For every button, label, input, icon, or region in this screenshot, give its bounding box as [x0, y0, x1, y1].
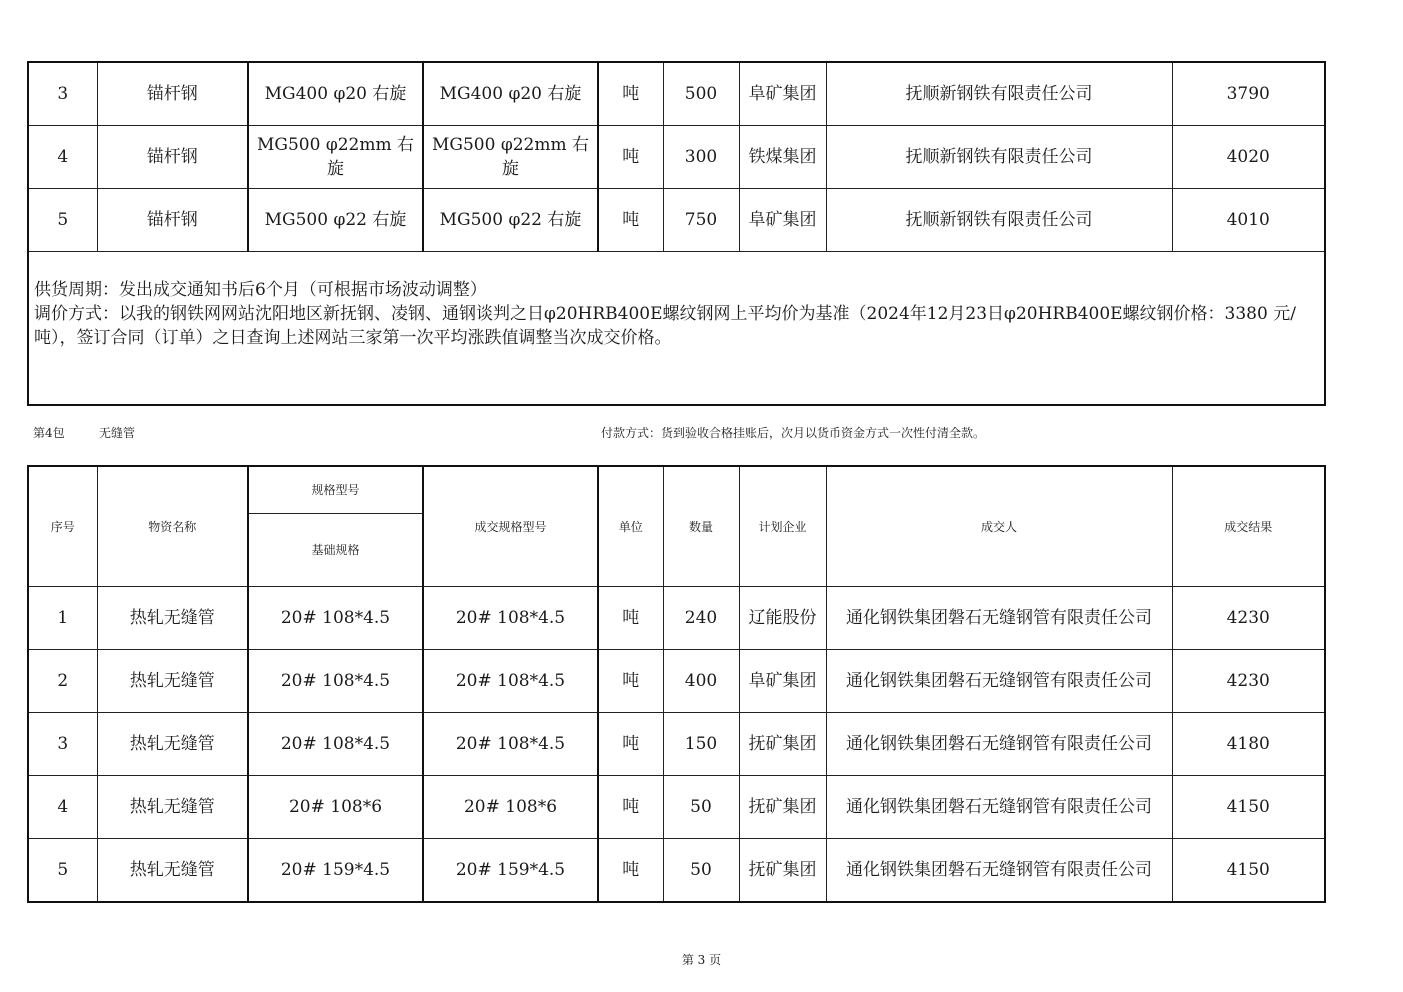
material-name: 热轧无缝管	[97, 713, 248, 776]
result: 4020	[1172, 126, 1325, 189]
spec: 20# 159*4.5	[248, 839, 423, 903]
material-name: 热轧无缝管	[97, 650, 248, 713]
result: 4150	[1172, 776, 1325, 839]
header-spec-base: 基础规格	[248, 514, 423, 587]
result: 3790	[1172, 62, 1325, 126]
winner: 通化钢铁集团磐石无缝钢管有限责任公司	[826, 587, 1172, 650]
winner: 通化钢铁集团磐石无缝钢管有限责任公司	[826, 776, 1172, 839]
winner: 通化钢铁集团磐石无缝钢管有限责任公司	[826, 650, 1172, 713]
row-no: 4	[28, 776, 97, 839]
spec: 20# 108*6	[248, 776, 423, 839]
result: 4180	[1172, 713, 1325, 776]
material-name: 锚杆钢	[97, 62, 248, 126]
header-qty: 数量	[663, 466, 739, 587]
winner: 通化钢铁集团磐石无缝钢管有限责任公司	[826, 839, 1172, 903]
header-spec-group: 规格型号	[248, 466, 423, 514]
page-number: 第 3 页	[681, 953, 722, 967]
plan-company: 辽能股份	[739, 587, 826, 650]
winner: 通化钢铁集团磐石无缝钢管有限责任公司	[826, 713, 1172, 776]
material-name: 锚杆钢	[97, 126, 248, 189]
quantity: 50	[663, 839, 739, 903]
unit: 吨	[598, 713, 663, 776]
plan-company: 抚矿集团	[739, 713, 826, 776]
deal-spec: MG500 φ22 右旋	[423, 189, 598, 252]
winner: 抚顺新钢铁有限责任公司	[826, 189, 1172, 252]
deal-spec: 20# 159*4.5	[423, 839, 598, 903]
header-result: 成交结果	[1172, 466, 1325, 587]
spec: MG500 φ22 右旋	[248, 189, 423, 252]
deal-spec: 20# 108*4.5	[423, 713, 598, 776]
notes-cell	[28, 252, 1325, 406]
row-no: 5	[28, 839, 97, 903]
material-name: 热轧无缝管	[97, 776, 248, 839]
header-unit: 单位	[598, 466, 663, 587]
unit: 吨	[598, 189, 663, 252]
notes-row	[28, 252, 1325, 406]
row-no: 3	[28, 713, 97, 776]
table-row	[28, 839, 1325, 903]
winner: 抚顺新钢铁有限责任公司	[826, 126, 1172, 189]
unit: 吨	[598, 126, 663, 189]
header-winner: 成交人	[826, 466, 1172, 587]
row-no: 4	[28, 126, 97, 189]
material-name: 锚杆钢	[97, 189, 248, 252]
spec: 20# 108*4.5	[248, 650, 423, 713]
unit: 吨	[598, 839, 663, 903]
spec: 20# 108*4.5	[248, 713, 423, 776]
plan-company: 抚矿集团	[739, 776, 826, 839]
unit: 吨	[598, 62, 663, 126]
table-row	[28, 62, 1325, 126]
quantity: 400	[663, 650, 739, 713]
spec: MG500 φ22mm 右旋	[248, 126, 423, 189]
package4-table	[27, 465, 1326, 903]
deal-spec: 20# 108*4.5	[423, 650, 598, 713]
quantity: 300	[663, 126, 739, 189]
result: 4150	[1172, 839, 1325, 903]
unit: 吨	[598, 776, 663, 839]
row-no: 2	[28, 650, 97, 713]
winner: 抚顺新钢铁有限责任公司	[826, 62, 1172, 126]
plan-company: 抚矿集团	[739, 839, 826, 903]
quantity: 50	[663, 776, 739, 839]
price-adjust-note: 调价方式：以我的钢铁网网站沈阳地区新抚钢、凌钢、通钢谈判之日φ20HRB400E螺纹钢网上平均价为基准（2024年12月23日φ20HRB400E螺纹钢价格：3380 元/吨），签订合同（订单）之日查询上述网站三家第一次平均涨跌值调整当次成交价格。	[34, 304, 1296, 348]
table-row	[28, 650, 1325, 713]
header-no: 序号	[28, 466, 97, 587]
deal-spec: 20# 108*4.5	[423, 587, 598, 650]
table-row	[28, 126, 1325, 189]
header-plan: 计划企业	[739, 466, 826, 587]
result: 4230	[1172, 650, 1325, 713]
package-name: 无缝管	[99, 426, 136, 440]
plan-company: 阜矿集团	[739, 650, 826, 713]
result: 4230	[1172, 587, 1325, 650]
quantity: 150	[663, 713, 739, 776]
table-row	[28, 776, 1325, 839]
row-no: 1	[28, 587, 97, 650]
material-name: 热轧无缝管	[97, 587, 248, 650]
package-label: 第4包	[33, 426, 65, 440]
table-row	[28, 713, 1325, 776]
deal-spec: MG500 φ22mm 右旋	[423, 126, 598, 189]
header-deal-spec: 成交规格型号	[423, 466, 598, 587]
row-no: 3	[28, 62, 97, 126]
table-row	[28, 189, 1325, 252]
payment-terms: 付款方式：货到验收合格挂账后，次月以货币资金方式一次性付清全款。	[601, 426, 986, 440]
quantity: 240	[663, 587, 739, 650]
quantity: 750	[663, 189, 739, 252]
plan-company: 阜矿集团	[739, 189, 826, 252]
unit: 吨	[598, 587, 663, 650]
row-no: 5	[28, 189, 97, 252]
spec: MG400 φ20 右旋	[248, 62, 423, 126]
quantity: 500	[663, 62, 739, 126]
unit: 吨	[598, 650, 663, 713]
deal-spec: MG400 φ20 右旋	[423, 62, 598, 126]
supply-period-note: 供货周期：发出成交通知书后6个月（可根据市场波动调整）	[34, 280, 487, 300]
material-name: 热轧无缝管	[97, 839, 248, 903]
spec: 20# 108*4.5	[248, 587, 423, 650]
header-name: 物资名称	[97, 466, 248, 587]
deal-spec: 20# 108*6	[423, 776, 598, 839]
plan-company: 铁煤集团	[739, 126, 826, 189]
table-row	[28, 587, 1325, 650]
package3-table	[27, 61, 1326, 406]
header-row	[28, 466, 1325, 514]
result: 4010	[1172, 189, 1325, 252]
plan-company: 阜矿集团	[739, 62, 826, 126]
